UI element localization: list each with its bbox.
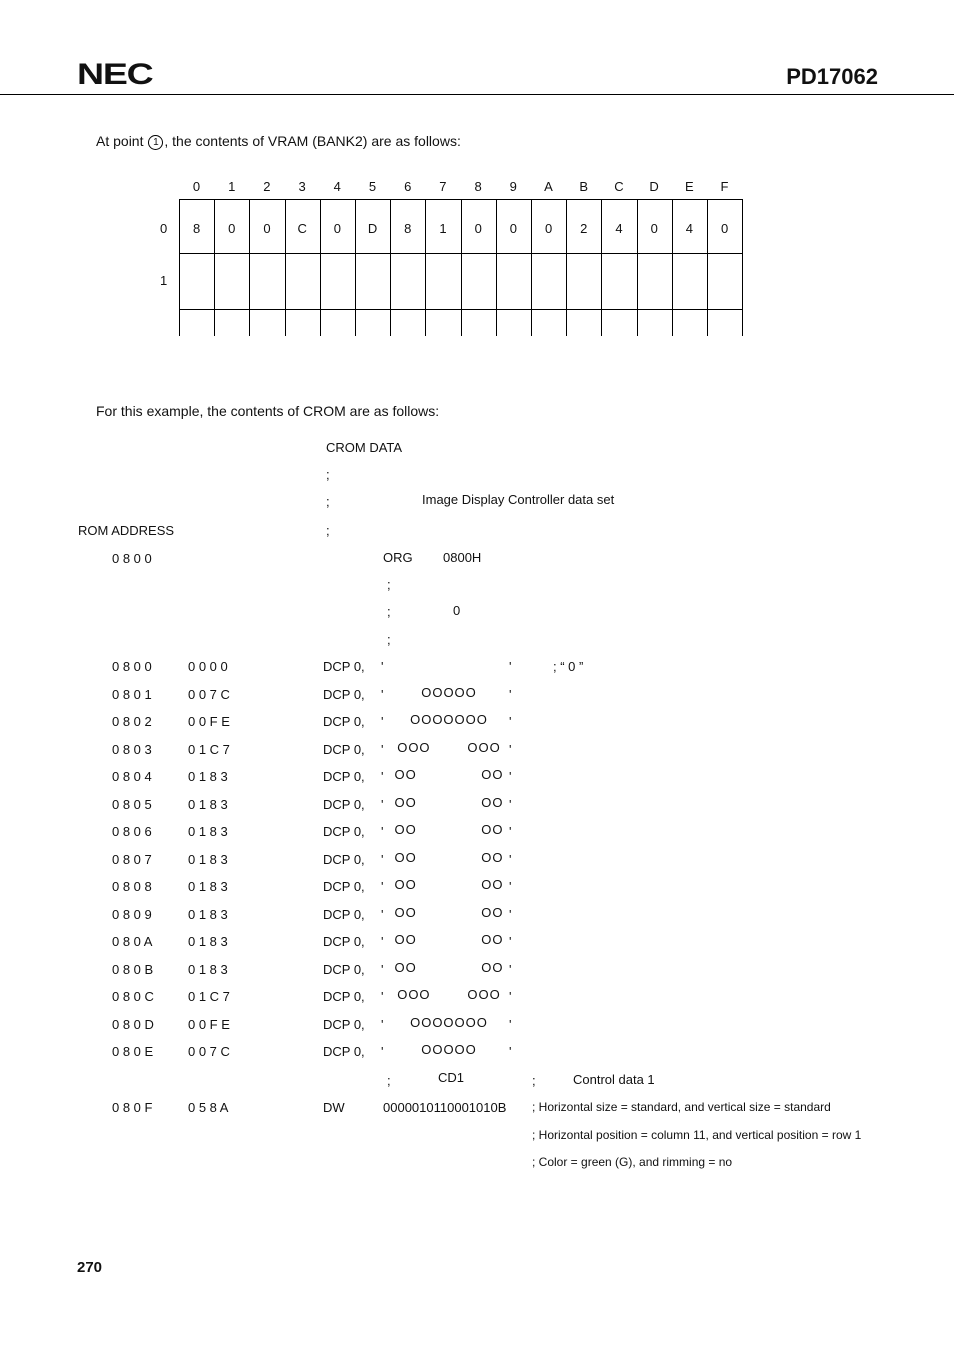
- cd1-label: CD1: [438, 1070, 465, 1085]
- crom-row-pattern: OO OO: [394, 767, 504, 782]
- crom-row-quote-close: ': [509, 934, 512, 949]
- vram-column-header: 1: [228, 179, 236, 194]
- crom-row-quote-open: ': [381, 989, 384, 1004]
- vram-column-header: 9: [509, 179, 517, 194]
- crom-row-data: 0 1 8 3: [188, 906, 228, 922]
- crom-row-quote-close: ': [509, 879, 512, 894]
- product-name: PD17062: [786, 64, 878, 89]
- crom-row-address: 0 8 0 4: [112, 769, 152, 784]
- vram-grid-line: [461, 199, 462, 336]
- crom-row-opcode: DCP 0,: [323, 686, 365, 702]
- crom-row-quote-open: ': [381, 851, 384, 867]
- crom-row-quote-open: ': [381, 879, 384, 894]
- crom-row-data: 0 0 F E: [188, 714, 230, 729]
- crom-row-data: 0 0 7 C: [188, 1044, 230, 1059]
- vram-column-header: 3: [298, 179, 306, 194]
- vram-cell: 0: [650, 221, 658, 236]
- crom-row-quote-close: ': [509, 906, 512, 922]
- crom-row-quote-close: ': [509, 851, 512, 867]
- crom-row-pattern: OOOOOOO: [410, 712, 488, 727]
- vram-grid-line: [707, 199, 708, 336]
- vram-column-header: 8: [474, 179, 482, 194]
- dw-data: 0 5 8 A: [188, 1100, 229, 1115]
- vram-column-header: 6: [404, 179, 412, 194]
- comment-semicolon: ;: [387, 632, 391, 647]
- crom-row-data: 0 0 0 0: [188, 659, 228, 674]
- vram-cell: 0: [509, 221, 517, 236]
- vram-cell: D: [367, 221, 378, 236]
- crom-row-address: 0 8 0 7: [112, 851, 152, 867]
- vram-grid-line: [496, 199, 497, 336]
- vram-cell: 0: [474, 221, 482, 236]
- vram-row-label: 1: [160, 273, 168, 288]
- vram-grid-line: [214, 199, 215, 336]
- vram-cell: 0: [544, 221, 553, 236]
- crom-row-data: 0 1 C 7: [188, 989, 230, 1004]
- crom-row-quote-open: ': [381, 1044, 384, 1059]
- point-1-symbol: 1: [148, 135, 163, 150]
- crom-row-opcode: DCP 0,: [323, 769, 365, 784]
- crom-row-quote-open: ': [381, 796, 384, 812]
- crom-row-pattern: OOO OOO: [397, 987, 501, 1002]
- crom-row-pattern: OOOOO: [421, 684, 477, 700]
- vram-grid-line: [179, 199, 180, 336]
- crom-row-data: 0 1 C 7: [188, 741, 230, 757]
- vram-grid-line: [425, 199, 426, 336]
- crom-row-address: 0 8 0 B: [112, 961, 154, 977]
- crom-row-opcode: DCP 0,: [323, 934, 365, 949]
- vram-cell: 0: [333, 221, 341, 236]
- org-keyword: ORG: [383, 550, 413, 565]
- crom-row-data: 0 0 7 C: [188, 686, 230, 702]
- crom-row-address: 0 8 0 A: [112, 934, 153, 949]
- vram-column-header: A: [544, 179, 553, 194]
- crom-row-address: 0 8 0 8: [112, 879, 152, 894]
- crom-row-data: 0 1 8 3: [188, 961, 228, 977]
- crom-row-quote-open: ': [381, 824, 384, 839]
- vram-grid-line: [637, 199, 638, 336]
- crom-row-quote-open: ': [381, 741, 384, 757]
- crom-row-quote-close: ': [509, 824, 512, 839]
- vram-cell: 4: [685, 221, 693, 236]
- intro-before: At point: [96, 133, 148, 149]
- vram-cell: 8: [404, 221, 412, 236]
- vram-grid-line: [355, 199, 356, 336]
- vram-cell: 4: [615, 221, 623, 236]
- vram-column-header: 0: [192, 179, 201, 194]
- control-data-label: Control data 1: [573, 1072, 655, 1087]
- crom-row-address: 0 8 0 5: [112, 796, 152, 812]
- vram-row-label: 0: [160, 221, 168, 236]
- crom-subtitle: Image Display Controller data set: [422, 492, 615, 507]
- crom-row-address: 0 8 0 2: [112, 714, 152, 729]
- crom-row-opcode: DCP 0,: [323, 824, 365, 839]
- vram-grid-line: [566, 199, 567, 336]
- rom-address-label: ROM ADDRESS: [78, 523, 175, 538]
- vram-grid-line: [320, 199, 321, 336]
- vram-cell: 1: [439, 221, 447, 236]
- crom-row-pattern: OO OO: [394, 959, 504, 975]
- comment-semicolon: ;: [387, 577, 391, 592]
- crom-row-data: 0 1 8 3: [188, 824, 228, 839]
- intro-after: , the contents of VRAM (BANK2) are as follows:: [164, 133, 461, 149]
- vram-cell: 2: [580, 221, 588, 236]
- dw-comment-1: ; Horizontal size = standard, and vertical size = standard: [532, 1100, 831, 1114]
- crom-row-pattern: OOO OOO: [397, 739, 501, 755]
- crom-row-address: 0 8 0 D: [112, 1016, 154, 1032]
- org-address: 0 8 0 0: [112, 551, 152, 566]
- vram-grid-line: [601, 199, 602, 336]
- vram-column-header: 2: [263, 179, 271, 194]
- crom-row-quote-close: ': [509, 741, 512, 757]
- crom-row-data: 0 1 8 3: [188, 879, 228, 894]
- vram-column-header: 4: [333, 179, 341, 194]
- crom-row-address: 0 8 0 0: [112, 659, 152, 674]
- vram-column-header: B: [579, 179, 589, 194]
- crom-row-address: 0 8 0 9: [112, 906, 152, 922]
- crom-row-quote-open: ': [381, 906, 384, 922]
- crom-row-opcode: DCP 0,: [323, 659, 365, 674]
- crom-row-pattern: OO OO: [394, 849, 504, 865]
- crom-row-opcode: DCP 0,: [323, 961, 365, 977]
- vram-grid-line: [390, 199, 391, 336]
- crom-row-quote-close: ': [509, 796, 512, 812]
- crom-row-data: 0 1 8 3: [188, 769, 228, 784]
- crom-row-data: 0 0 F E: [188, 1016, 230, 1032]
- comment-semicolon: ;: [326, 467, 330, 482]
- crom-row-address: 0 8 0 6: [112, 824, 152, 839]
- crom-row-comment: ; “ 0 ”: [553, 659, 584, 674]
- header-rule: [0, 94, 954, 95]
- crom-row-opcode: DCP 0,: [323, 851, 365, 867]
- vram-column-header: 5: [368, 179, 377, 194]
- crom-row-pattern: OOOOOOO: [410, 1014, 488, 1030]
- page-number: 270: [77, 1259, 103, 1276]
- vram-grid-line: [531, 199, 532, 336]
- crom-row-opcode: DCP 0,: [323, 796, 365, 812]
- vram-cell: C: [297, 221, 307, 236]
- crom-row-opcode: DCP 0,: [323, 1044, 365, 1059]
- character-comment: 0: [453, 603, 461, 618]
- vram-cell: 0: [720, 221, 729, 236]
- comment-semicolon: ;: [326, 523, 330, 538]
- crom-row-quote-close: ': [509, 961, 512, 977]
- vram-column-header: C: [614, 179, 624, 194]
- dw-comment-2: ; Horizontal position = column 11, and vertical position = row 1: [532, 1128, 862, 1142]
- vram-cell: 0: [263, 221, 271, 236]
- crom-row-pattern: OO OO: [394, 877, 504, 892]
- dw-value: 0000010110001010B: [383, 1100, 507, 1115]
- nec-logo: NEC: [77, 58, 153, 91]
- comment-semicolon: ;: [387, 1073, 391, 1088]
- crom-row-address: 0 8 0 E: [112, 1044, 154, 1059]
- vram-column-header: F: [720, 179, 729, 194]
- crom-row-opcode: DCP 0,: [323, 714, 365, 729]
- comment-semicolon: ;: [326, 494, 330, 509]
- crom-row-pattern: OO OO: [394, 932, 504, 947]
- org-value: 0800H: [443, 550, 482, 565]
- crom-row-opcode: DCP 0,: [323, 989, 365, 1004]
- crom-row-opcode: DCP 0,: [323, 906, 365, 922]
- crom-row-pattern: OO OO: [394, 904, 504, 920]
- crom-row-data: 0 1 8 3: [188, 796, 228, 812]
- crom-row-address: 0 8 0 1: [112, 686, 152, 702]
- vram-cell: 8: [192, 221, 201, 236]
- crom-row-pattern: OO OO: [394, 794, 504, 810]
- crom-row-quote-close: ': [509, 1016, 512, 1032]
- comment-semicolon: ;: [532, 1073, 536, 1088]
- crom-row-quote-open: ': [381, 961, 384, 977]
- vram-grid-line: [672, 199, 673, 336]
- crom-row-quote-open: ': [381, 1016, 384, 1032]
- crom-row-address: 0 8 0 3: [112, 741, 152, 757]
- crom-row-pattern: OO OO: [394, 822, 504, 837]
- crom-title: CROM DATA: [326, 440, 403, 455]
- crom-row-opcode: DCP 0,: [323, 1016, 365, 1032]
- crom-row-quote-close: ': [509, 1044, 512, 1059]
- crom-row-opcode: DCP 0,: [323, 741, 365, 757]
- crom-row-quote-close: ': [509, 659, 512, 674]
- crom-row-quote-open: ': [381, 714, 384, 729]
- vram-grid-line: [249, 199, 250, 336]
- crom-row-quote-close: ': [509, 714, 512, 729]
- dw-address: 0 8 0 F: [112, 1100, 153, 1115]
- crom-row-quote-open: ': [381, 686, 384, 702]
- vram-column-header: 7: [439, 179, 447, 194]
- dw-comment-3: ; Color = green (G), and rimming = no: [532, 1155, 733, 1169]
- crom-row-quote-close: ': [509, 686, 512, 702]
- vram-grid-line: [742, 199, 743, 336]
- crom-row-quote-open: ': [381, 769, 384, 784]
- crom-row-data: 0 1 8 3: [188, 934, 228, 949]
- crom-row-data: 0 1 8 3: [188, 851, 228, 867]
- vram-column-header: D: [649, 179, 659, 194]
- crom-row-quote-close: ': [509, 989, 512, 1004]
- crom-row-pattern: OOOOO: [421, 1042, 477, 1057]
- crom-row-address: 0 8 0 C: [112, 989, 154, 1004]
- vram-cell: 0: [228, 221, 236, 236]
- vram-grid-line: [285, 199, 286, 336]
- vram-column-header: E: [684, 179, 694, 194]
- crom-intro: For this example, the contents of CROM are as follows:: [96, 403, 440, 419]
- crom-row-quote-open: ': [381, 659, 384, 674]
- crom-row-opcode: DCP 0,: [323, 879, 365, 894]
- comment-semicolon: ;: [387, 604, 391, 619]
- vram-intro: [96, 133, 461, 150]
- dw-keyword: DW: [323, 1100, 345, 1115]
- crom-row-quote-close: ': [509, 769, 512, 784]
- crom-row-quote-open: ': [381, 934, 384, 949]
